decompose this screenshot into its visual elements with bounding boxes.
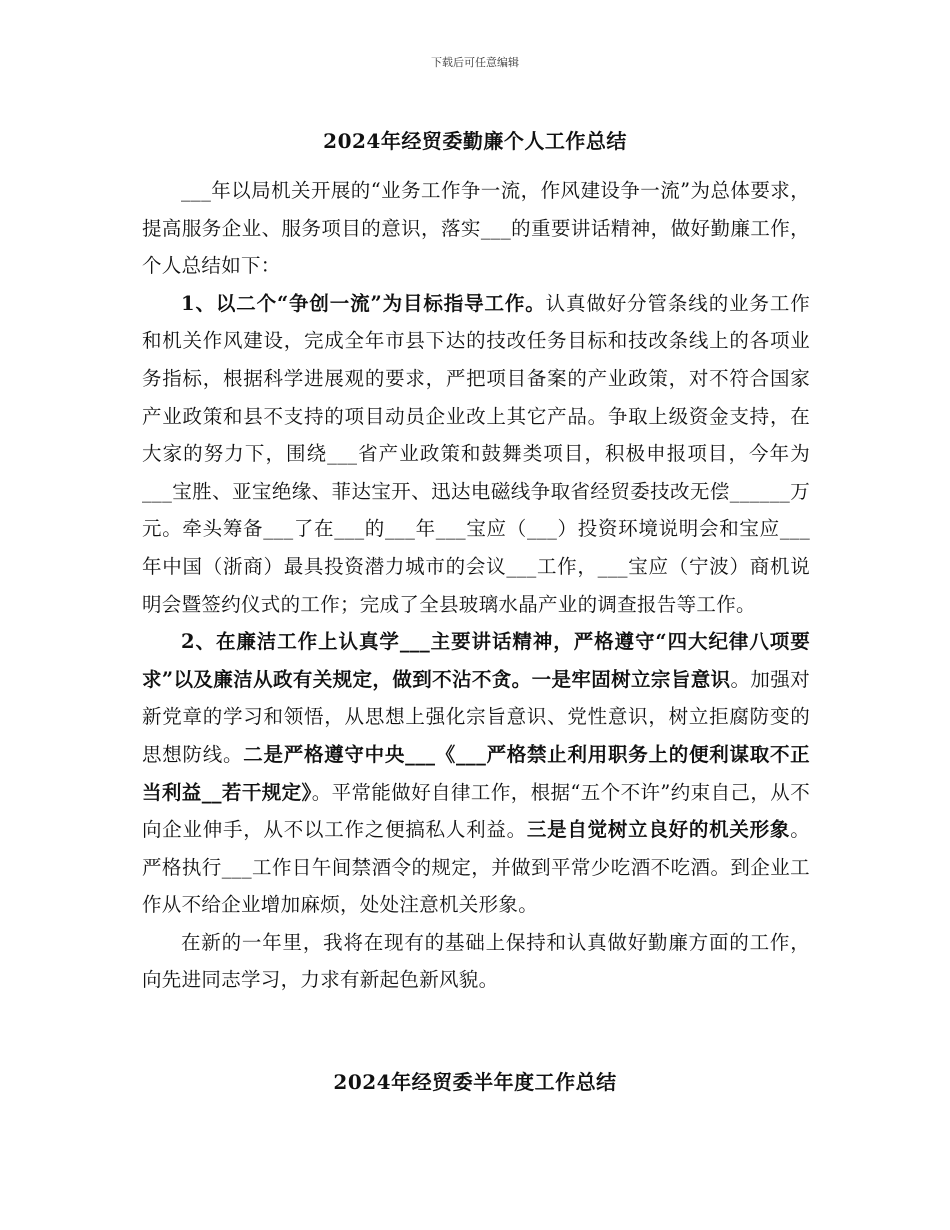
point-3-text: 。严格执行___工作日午间禁酒令的规定，并做到平常少吃酒不吃酒。到企业工作从不给企业增加麻烦，处处注意机关形象。 <box>142 818 810 917</box>
point-1-lead: 一是牢固树立宗旨意识 <box>531 667 731 691</box>
intro-paragraph: ___年以局机关开展的“业务工作争一流，作风建设争一流”为总体要求，提高服务企业、服务项目的意识，落实___的重要讲话精神，做好勤廉工作，个人总结如下： <box>142 179 810 278</box>
paragraph-1-text: 认真做好分管条线的业务工作和机关作风建设，完成全年市县下达的技改任务目标和技改条线上的各项业务指标，根据科学进展观的要求，严把项目备案的产业政策，对不符合国家产业政策和县不支持的项目动员企业改上其它产品。争取上级资金支持，在大家的努力下，围绕___省产业政策和鼓舞类项目，积极申报项目，今年为___宝胜、亚宝绝缘、菲达宝开、迅达电磁线争取省经贸委技改无偿______万元。牵头筹备___了在___的___年___宝应（___）投资环境说明会和宝应___年中国（浙商）最具投资潜力城市的会议___工作，___宝应（宁波）商机说明会暨签约仪式的工作；完成了全县玻璃水晶产业的调查报告等工作。 <box>142 291 810 616</box>
point-1-text: 。加强对新党章的学习和领悟，从思想上强化宗旨意识、党性意识，树立拒腐防变的思想防线。 <box>142 667 810 766</box>
paragraph-1-lead: 1、以二个“争创一流”为目标指导工作。 <box>181 291 546 315</box>
next-section-title: 2024年经贸委半年度工作总结 <box>333 1070 617 1094</box>
paragraph-2 <box>142 623 810 924</box>
document-body <box>142 172 810 999</box>
paragraph-2-lead: 2、在廉洁工作上认真学___主要讲话精神，严格遵守“四大纪律八项要求”以及廉洁从政有关规定，做到不沾不贪。 <box>142 630 810 691</box>
closing-paragraph: 在新的一年里，我将在现有的基础上保持和认真做好勤廉方面的工作，向先进同志学习，力求有新起色新风貌。 <box>142 930 810 992</box>
document-title: 2024年经贸委勤廉个人工作总结 <box>323 129 627 153</box>
point-2-text: 。平常能做好自律工作，根据“五个不许”约束自己，从不向企业伸手，从不以工作之便搞私人利益。 <box>142 780 810 842</box>
page-header-note: 下载后可任意编辑 <box>431 56 519 69</box>
point-3-lead: 三是自觉树立良好的机关形象 <box>526 818 791 842</box>
point-2-lead: 二是严格遵守中央___《___严格禁止利用职务上的便利谋取不正当利益__若干规定》 <box>142 742 810 804</box>
paragraph-1 <box>142 285 810 623</box>
